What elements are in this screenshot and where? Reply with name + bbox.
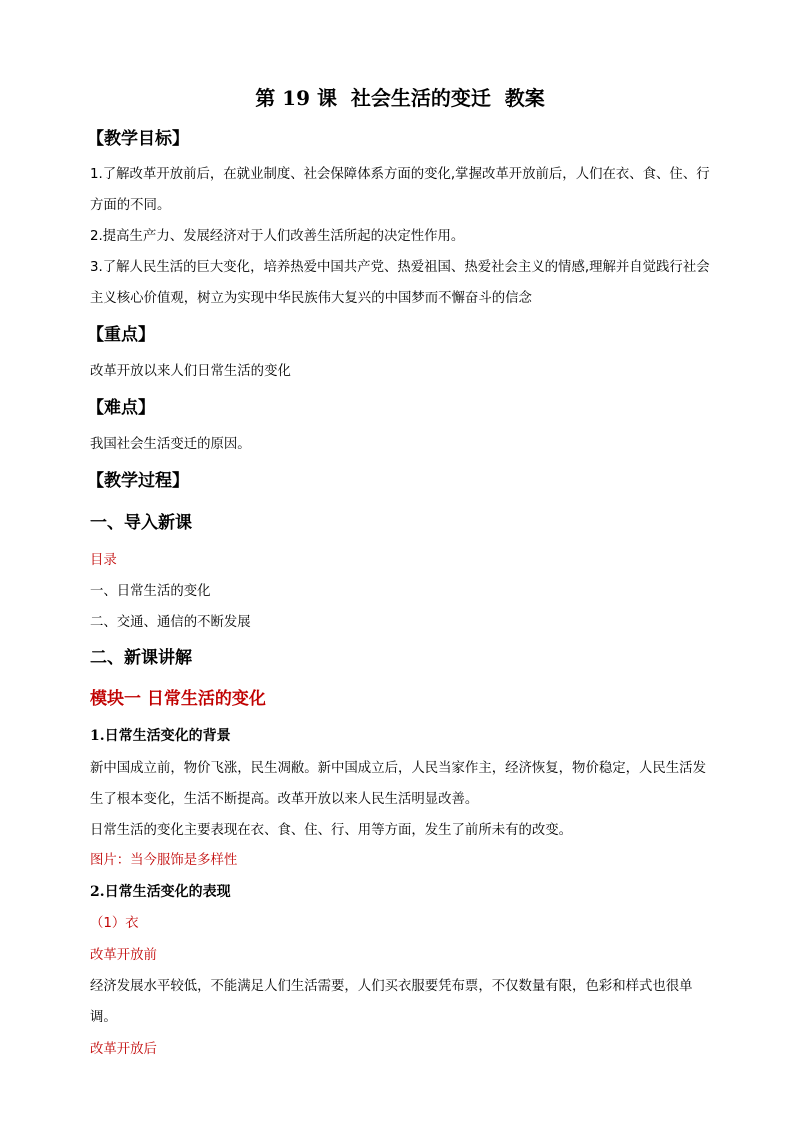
difficulty-text: 我国社会生活变迁的原因。 bbox=[90, 437, 251, 452]
item-clothing: （1）衣 bbox=[90, 916, 139, 931]
key-point-text: 改革开放以来人们日常生活的变化 bbox=[90, 364, 291, 379]
label-after-reform: 改革开放后 bbox=[90, 1042, 157, 1057]
toc-item-2: 二、交通、通信的不断发展 bbox=[90, 615, 251, 630]
before-reform-text: 经济发展水平较低，不能满足人们生活需要，人们买衣服要凭布票，不仅数量有限，色彩和样式也很单调。 bbox=[90, 979, 693, 1025]
document-page bbox=[87, 0, 710, 1123]
objective-3: 3.了解人民生活的巨大变化，培养热爱中国共产党、热爱祖国、热爱社会主义的情感,理解并自觉践行社会主义核心价值观，树立为实现中华民族伟大复兴的中国梦而不懈奋斗的信念 bbox=[90, 260, 710, 306]
objective-2: 2.提高生产力、发展经济对于人们改善生活所起的决定性作用。 bbox=[90, 229, 465, 244]
heading-key-points: 【重点】 bbox=[87, 325, 155, 345]
subheading-background: 1.日常生活变化的背景 bbox=[90, 728, 231, 744]
label-before-reform: 改革开放前 bbox=[90, 948, 157, 963]
background-paragraph-2: 日常生活的变化主要表现在衣、食、住、行、用等方面，发生了前所未有的改变。 bbox=[90, 823, 573, 838]
picture-caption: 图片：当今服饰是多样性 bbox=[90, 853, 238, 868]
toc-item-1: 一、日常生活的变化 bbox=[90, 584, 211, 599]
heading-difficulties: 【难点】 bbox=[87, 398, 155, 418]
toc-label: 目录 bbox=[90, 553, 117, 568]
background-paragraph-1: 新中国成立前，物价飞涨，民生凋敝。新中国成立后，人民当家作主，经济恢复，物价稳定，人民生活发生了根本变化，生活不断提高。改革开放以来人民生活明显改善。 bbox=[90, 761, 706, 807]
heading-process: 【教学过程】 bbox=[87, 471, 189, 491]
module-one-heading: 模块一 日常生活的变化 bbox=[90, 689, 266, 709]
subheading-manifestations: 2.日常生活变化的表现 bbox=[90, 884, 231, 900]
section-two-heading: 二、新课讲解 bbox=[90, 648, 192, 668]
heading-objectives: 【教学目标】 bbox=[87, 129, 189, 149]
section-one-heading: 一、导入新课 bbox=[90, 513, 192, 533]
objective-1: 1.了解改革开放前后，在就业制度、社会保障体系方面的变化,掌握改革开放前后，人们在衣、食、住、行方面的不同。 bbox=[90, 167, 710, 213]
document-title: 第 19 课 社会生活的变迁 教案 bbox=[255, 86, 545, 110]
